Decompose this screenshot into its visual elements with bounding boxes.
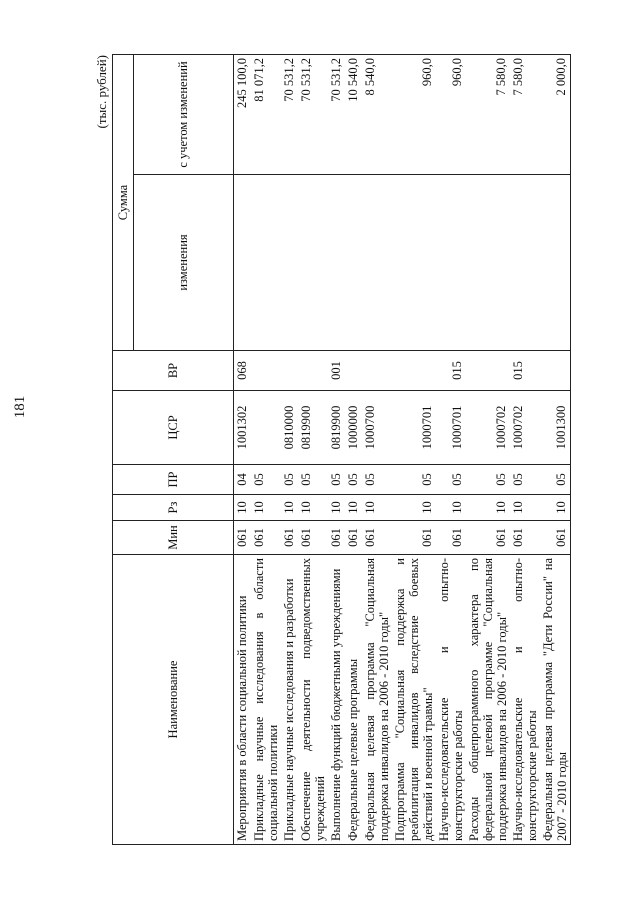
row-name: Выполнение функций бюджетными учреждениями bbox=[328, 555, 345, 845]
table-row bbox=[345, 55, 362, 845]
row-min: 061 bbox=[251, 521, 281, 555]
row-changes bbox=[298, 175, 328, 351]
row-min: 061 bbox=[234, 521, 252, 555]
row-pr: 05 bbox=[540, 465, 571, 495]
row-total: 70 531,2 bbox=[328, 55, 345, 175]
row-vr: 001 bbox=[328, 351, 345, 391]
row-name: Федеральная целевая программа "Социальная поддержка инвалидов на 2006 - 2010 годы" bbox=[362, 555, 392, 845]
row-rz: 10 bbox=[540, 495, 571, 521]
row-pr: 05 bbox=[466, 465, 510, 495]
row-min: 061 bbox=[466, 521, 510, 555]
page-number: 181 bbox=[12, 395, 28, 419]
row-min: 061 bbox=[392, 521, 436, 555]
row-csr: 1000000 bbox=[345, 391, 362, 465]
row-total: 7 580,0 bbox=[466, 55, 510, 175]
row-min: 061 bbox=[362, 521, 392, 555]
row-csr: 1000702 bbox=[510, 391, 540, 465]
row-changes bbox=[392, 175, 436, 351]
row-min: 061 bbox=[328, 521, 345, 555]
row-rz: 10 bbox=[392, 495, 436, 521]
table-row bbox=[362, 55, 392, 845]
row-total: 81 071,2 bbox=[251, 55, 281, 175]
table-row bbox=[510, 55, 540, 845]
row-csr: 1000702 bbox=[466, 391, 510, 465]
row-min: 061 bbox=[281, 521, 298, 555]
row-vr: 015 bbox=[436, 351, 466, 391]
row-pr: 05 bbox=[510, 465, 540, 495]
row-total: 2 000,0 bbox=[540, 55, 571, 175]
row-total: 7 580,0 bbox=[510, 55, 540, 175]
row-pr: 05 bbox=[281, 465, 298, 495]
header-row-1 bbox=[113, 55, 134, 845]
table-row bbox=[328, 55, 345, 845]
header-changes: изменения bbox=[134, 175, 234, 351]
row-name: Расходы общепрограммного характера по федеральной целевой программе "Социальная поддержка инвалидов на 2006 - 2010 годы" bbox=[466, 555, 510, 845]
row-name: Мероприятия в области социальной политики bbox=[234, 555, 252, 845]
table-row bbox=[392, 55, 436, 845]
row-vr bbox=[392, 351, 436, 391]
row-total: 960,0 bbox=[392, 55, 436, 175]
row-total: 960,0 bbox=[436, 55, 466, 175]
row-csr: 1000700 bbox=[362, 391, 392, 465]
row-rz: 10 bbox=[298, 495, 328, 521]
row-changes bbox=[436, 175, 466, 351]
header-vr: ВР bbox=[113, 351, 234, 391]
row-name: Обеспечение деятельности подведомственных учреждений bbox=[298, 555, 328, 845]
row-csr: 0819900 bbox=[328, 391, 345, 465]
row-vr bbox=[251, 351, 281, 391]
header-min: Мин bbox=[113, 521, 234, 555]
row-vr bbox=[466, 351, 510, 391]
row-vr bbox=[345, 351, 362, 391]
rotated-page-content bbox=[95, 55, 595, 845]
row-pr: 05 bbox=[362, 465, 392, 495]
row-changes bbox=[251, 175, 281, 351]
row-pr: 05 bbox=[328, 465, 345, 495]
row-pr: 05 bbox=[298, 465, 328, 495]
table-row bbox=[234, 55, 252, 845]
row-vr: 015 bbox=[510, 351, 540, 391]
row-vr: 068 bbox=[234, 351, 252, 391]
row-total: 70 531,2 bbox=[281, 55, 298, 175]
header-pr: ПР bbox=[113, 465, 234, 495]
row-rz: 10 bbox=[466, 495, 510, 521]
row-rz: 10 bbox=[281, 495, 298, 521]
row-min: 061 bbox=[540, 521, 571, 555]
row-total: 8 540,0 bbox=[362, 55, 392, 175]
header-name: Наименование bbox=[113, 555, 234, 845]
row-min: 061 bbox=[298, 521, 328, 555]
row-changes bbox=[510, 175, 540, 351]
row-name: Прикладные научные исследования в области социальной политики bbox=[251, 555, 281, 845]
row-rz: 10 bbox=[362, 495, 392, 521]
table-row bbox=[281, 55, 298, 845]
row-vr bbox=[281, 351, 298, 391]
row-changes bbox=[466, 175, 510, 351]
table-row bbox=[466, 55, 510, 845]
row-changes bbox=[362, 175, 392, 351]
row-csr: 1001300 bbox=[540, 391, 571, 465]
row-csr: 0810000 bbox=[281, 391, 298, 465]
row-name: Подпрограмма "Социальная поддержка и реабилитация инвалидов вследствие боевых действий и военной травмы" bbox=[392, 555, 436, 845]
row-total: 245 100,0 bbox=[234, 55, 252, 175]
row-vr bbox=[298, 351, 328, 391]
row-vr bbox=[362, 351, 392, 391]
row-changes bbox=[281, 175, 298, 351]
row-total: 10 540,0 bbox=[345, 55, 362, 175]
row-name: Федеральные целевые программы bbox=[345, 555, 362, 845]
row-changes bbox=[234, 175, 252, 351]
row-name: Прикладные научные исследования и разработки bbox=[281, 555, 298, 845]
row-changes bbox=[328, 175, 345, 351]
header-rz: Рз bbox=[113, 495, 234, 521]
row-rz: 10 bbox=[234, 495, 252, 521]
header-sum: Сумма bbox=[113, 55, 134, 351]
row-name: Научно-исследовательские и опытно-конструкторские работы bbox=[436, 555, 466, 845]
row-pr: 05 bbox=[392, 465, 436, 495]
budget-table bbox=[112, 54, 571, 845]
row-min: 061 bbox=[510, 521, 540, 555]
row-csr: 1000701 bbox=[392, 391, 436, 465]
row-csr: 1001302 bbox=[234, 391, 252, 465]
row-total: 70 531,2 bbox=[298, 55, 328, 175]
row-csr: 1000701 bbox=[436, 391, 466, 465]
row-min: 061 bbox=[345, 521, 362, 555]
row-rz: 10 bbox=[251, 495, 281, 521]
header-with-changes: с учетом изменений bbox=[134, 55, 234, 175]
row-pr: 05 bbox=[436, 465, 466, 495]
table-row bbox=[298, 55, 328, 845]
table-row bbox=[251, 55, 281, 845]
row-csr bbox=[251, 391, 281, 465]
row-rz: 10 bbox=[328, 495, 345, 521]
row-name: Федеральная целевая программа "Дети России" на 2007 - 2010 годы bbox=[540, 555, 571, 845]
units-note: (тыс. рублей) bbox=[94, 55, 109, 129]
row-min: 061 bbox=[436, 521, 466, 555]
row-pr: 05 bbox=[345, 465, 362, 495]
row-csr: 0819900 bbox=[298, 391, 328, 465]
row-vr bbox=[540, 351, 571, 391]
row-pr: 05 bbox=[251, 465, 281, 495]
header-csr: ЦСР bbox=[113, 391, 234, 465]
row-name: Научно-исследовательские и опытно-конструкторские работы bbox=[510, 555, 540, 845]
row-rz: 10 bbox=[345, 495, 362, 521]
table-row bbox=[540, 55, 571, 845]
row-changes bbox=[345, 175, 362, 351]
row-changes bbox=[540, 175, 571, 351]
row-rz: 10 bbox=[436, 495, 466, 521]
table-row bbox=[436, 55, 466, 845]
row-rz: 10 bbox=[510, 495, 540, 521]
row-pr: 04 bbox=[234, 465, 252, 495]
